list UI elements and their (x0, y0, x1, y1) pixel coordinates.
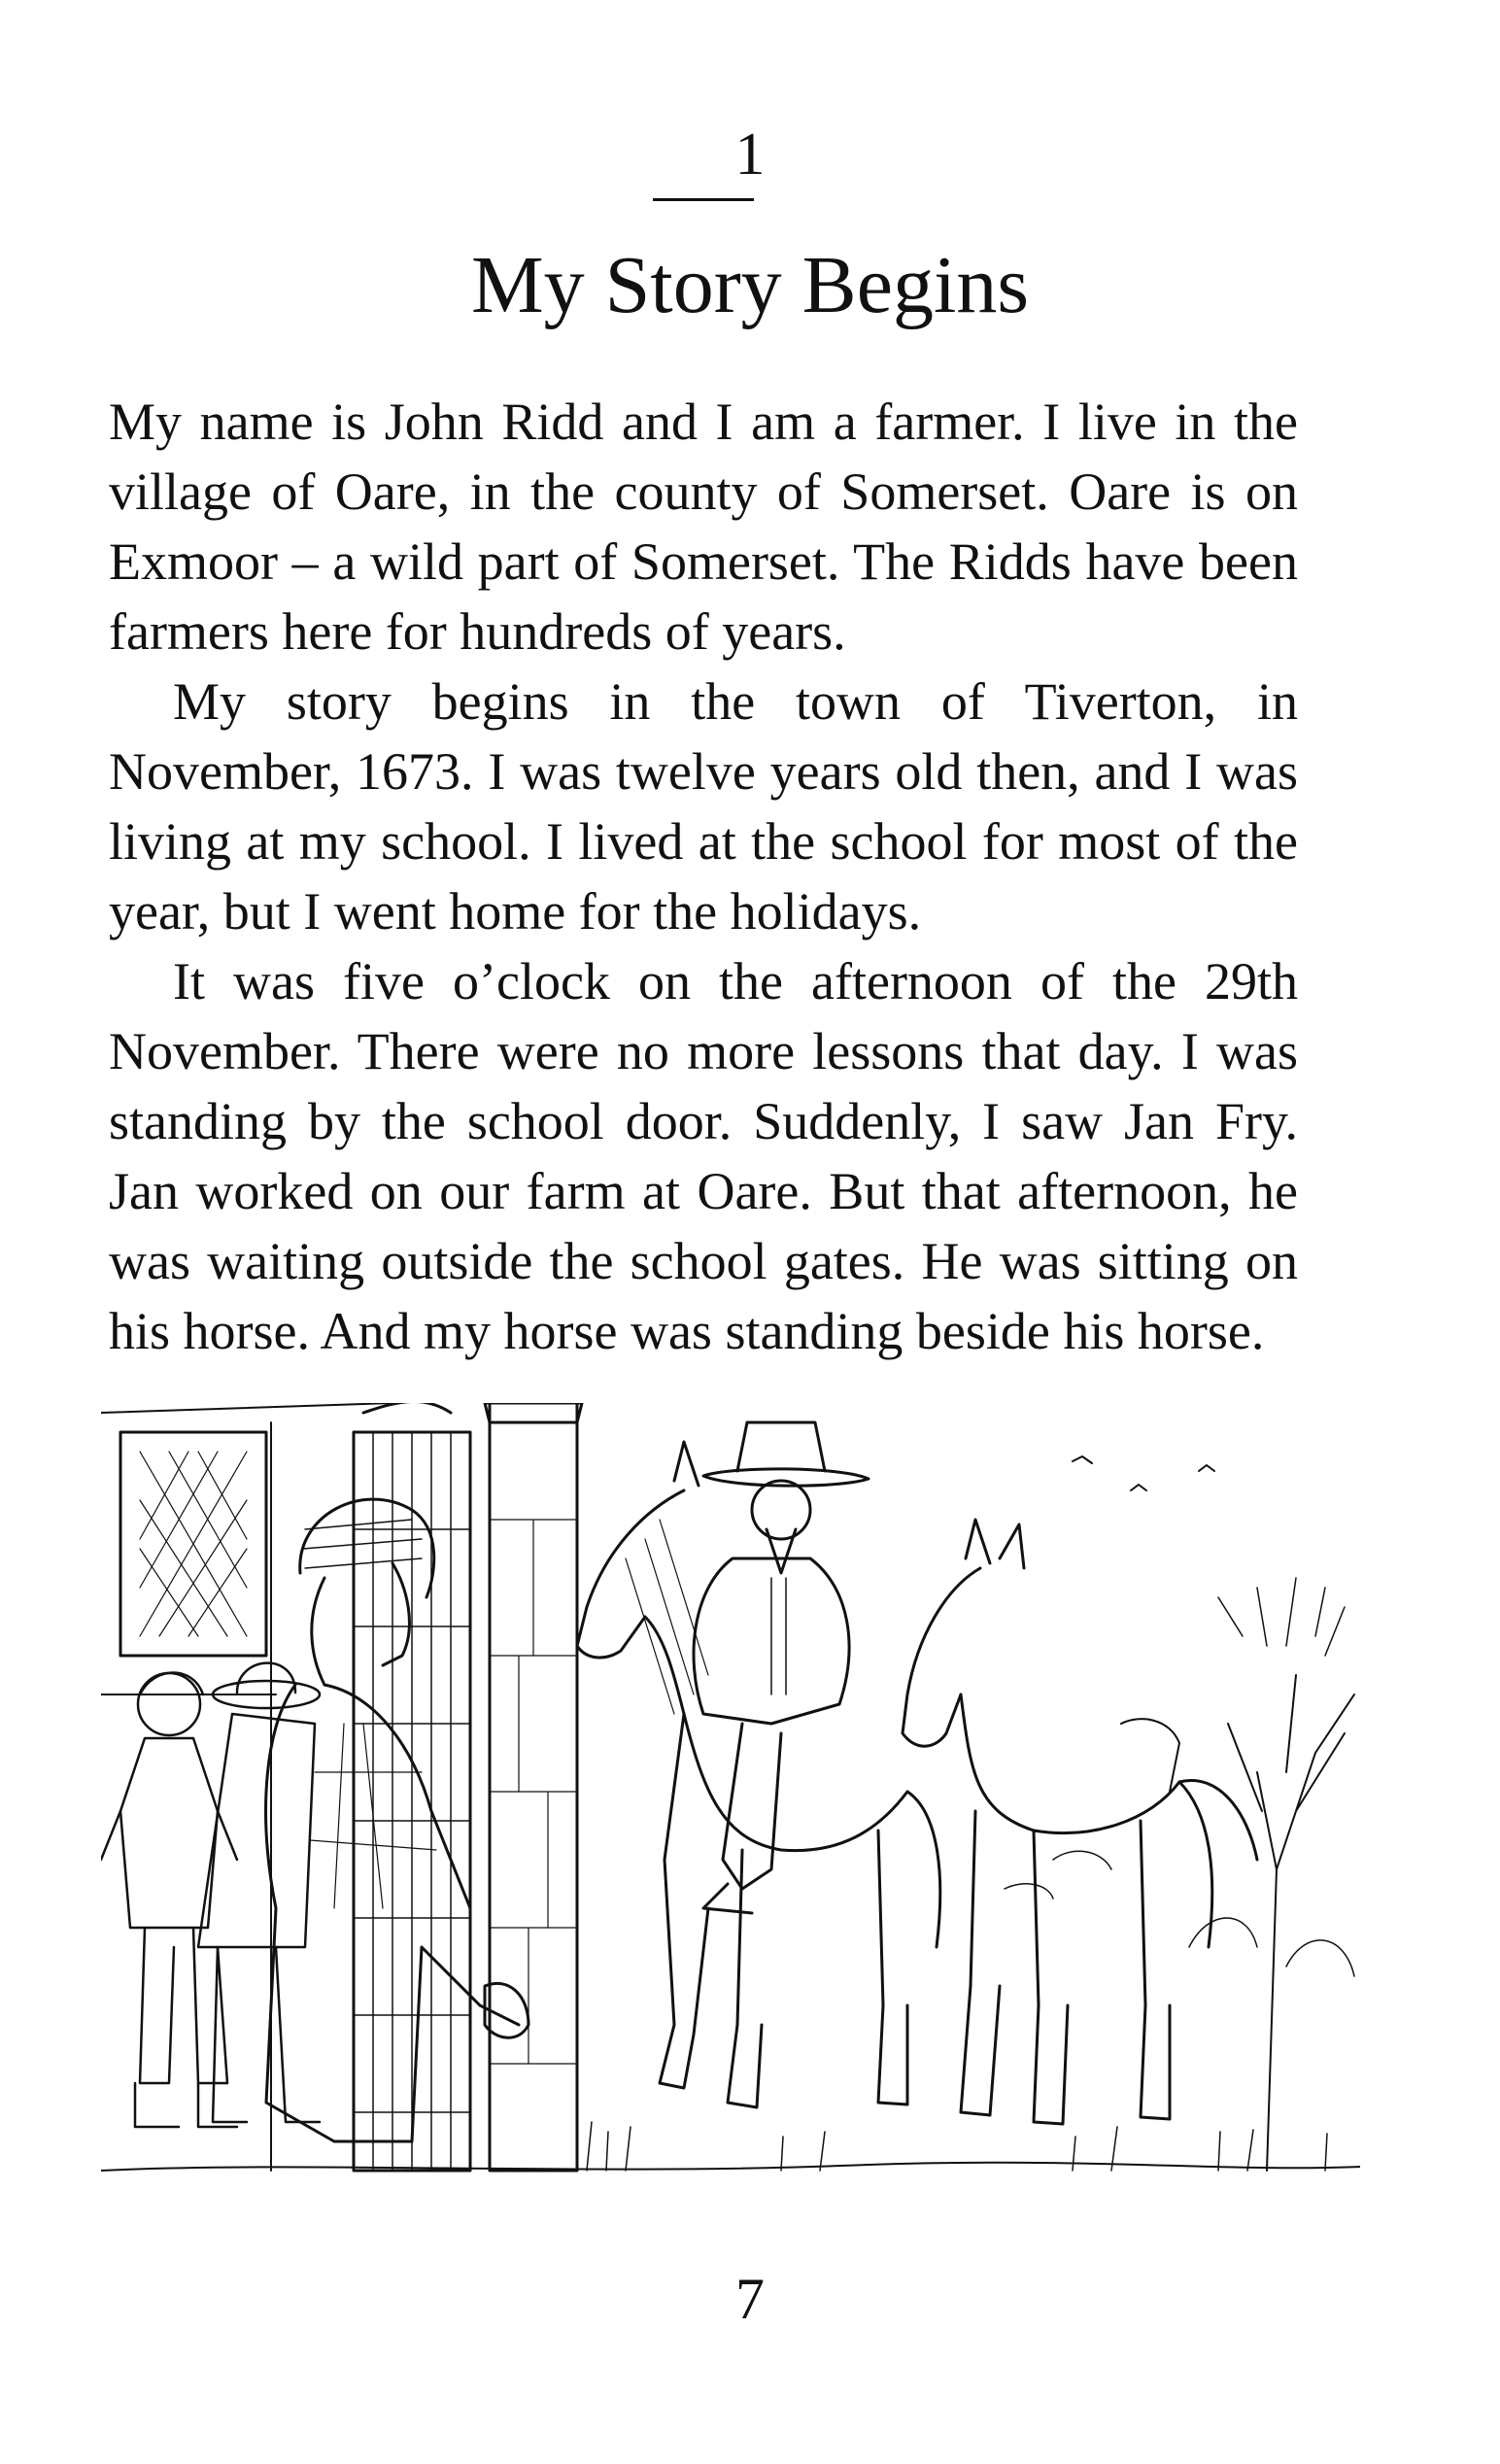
birds (1073, 1456, 1214, 1490)
boy-hat (198, 1663, 320, 2122)
jan-fry (694, 1422, 869, 1913)
school-gate-illustration (101, 1403, 1360, 2182)
paragraph-1: My name is John Ridd and I am a farmer. I live in the village of Oare, in the county of Somerset. Oare is on Exmoor – a wild part of Somerset. The Ridds have been farmers here for hundreds of years. (109, 393, 1298, 661)
tree (1189, 1578, 1354, 2171)
chapter-number-underline (653, 198, 754, 201)
paragraph-3: It was five o’clock on the afternoon of the 29th November. There were no more lessons that day. I was standing by the school door. Suddenly, I saw Jan Fry. Jan worked on our farm at Oare. But that afternoon, he was waiting outside the school gates. He was sitting on his horse. And my horse was standing beside his horse. (109, 952, 1298, 1360)
chapter-body (109, 387, 1298, 1366)
school-gate (354, 1403, 470, 2171)
chapter-number: 1 (734, 121, 766, 188)
school-window (120, 1432, 266, 1656)
john-horse (903, 1520, 1257, 2124)
ground (101, 2163, 1360, 2171)
jan-horse (577, 1442, 940, 2107)
boy-left (101, 1673, 237, 2128)
gate-post (485, 1403, 582, 2171)
page-number: 7 (735, 2267, 765, 2331)
paragraph-2: My story begins in the town of Tiverton, in November, 1673. I was twelve years old then, and I was living at my school. I lived at the school for most of the year, but I went home for the holidays. (109, 672, 1298, 941)
school-wall (101, 1403, 392, 2171)
chapter-title: My Story Begins (470, 240, 1030, 330)
